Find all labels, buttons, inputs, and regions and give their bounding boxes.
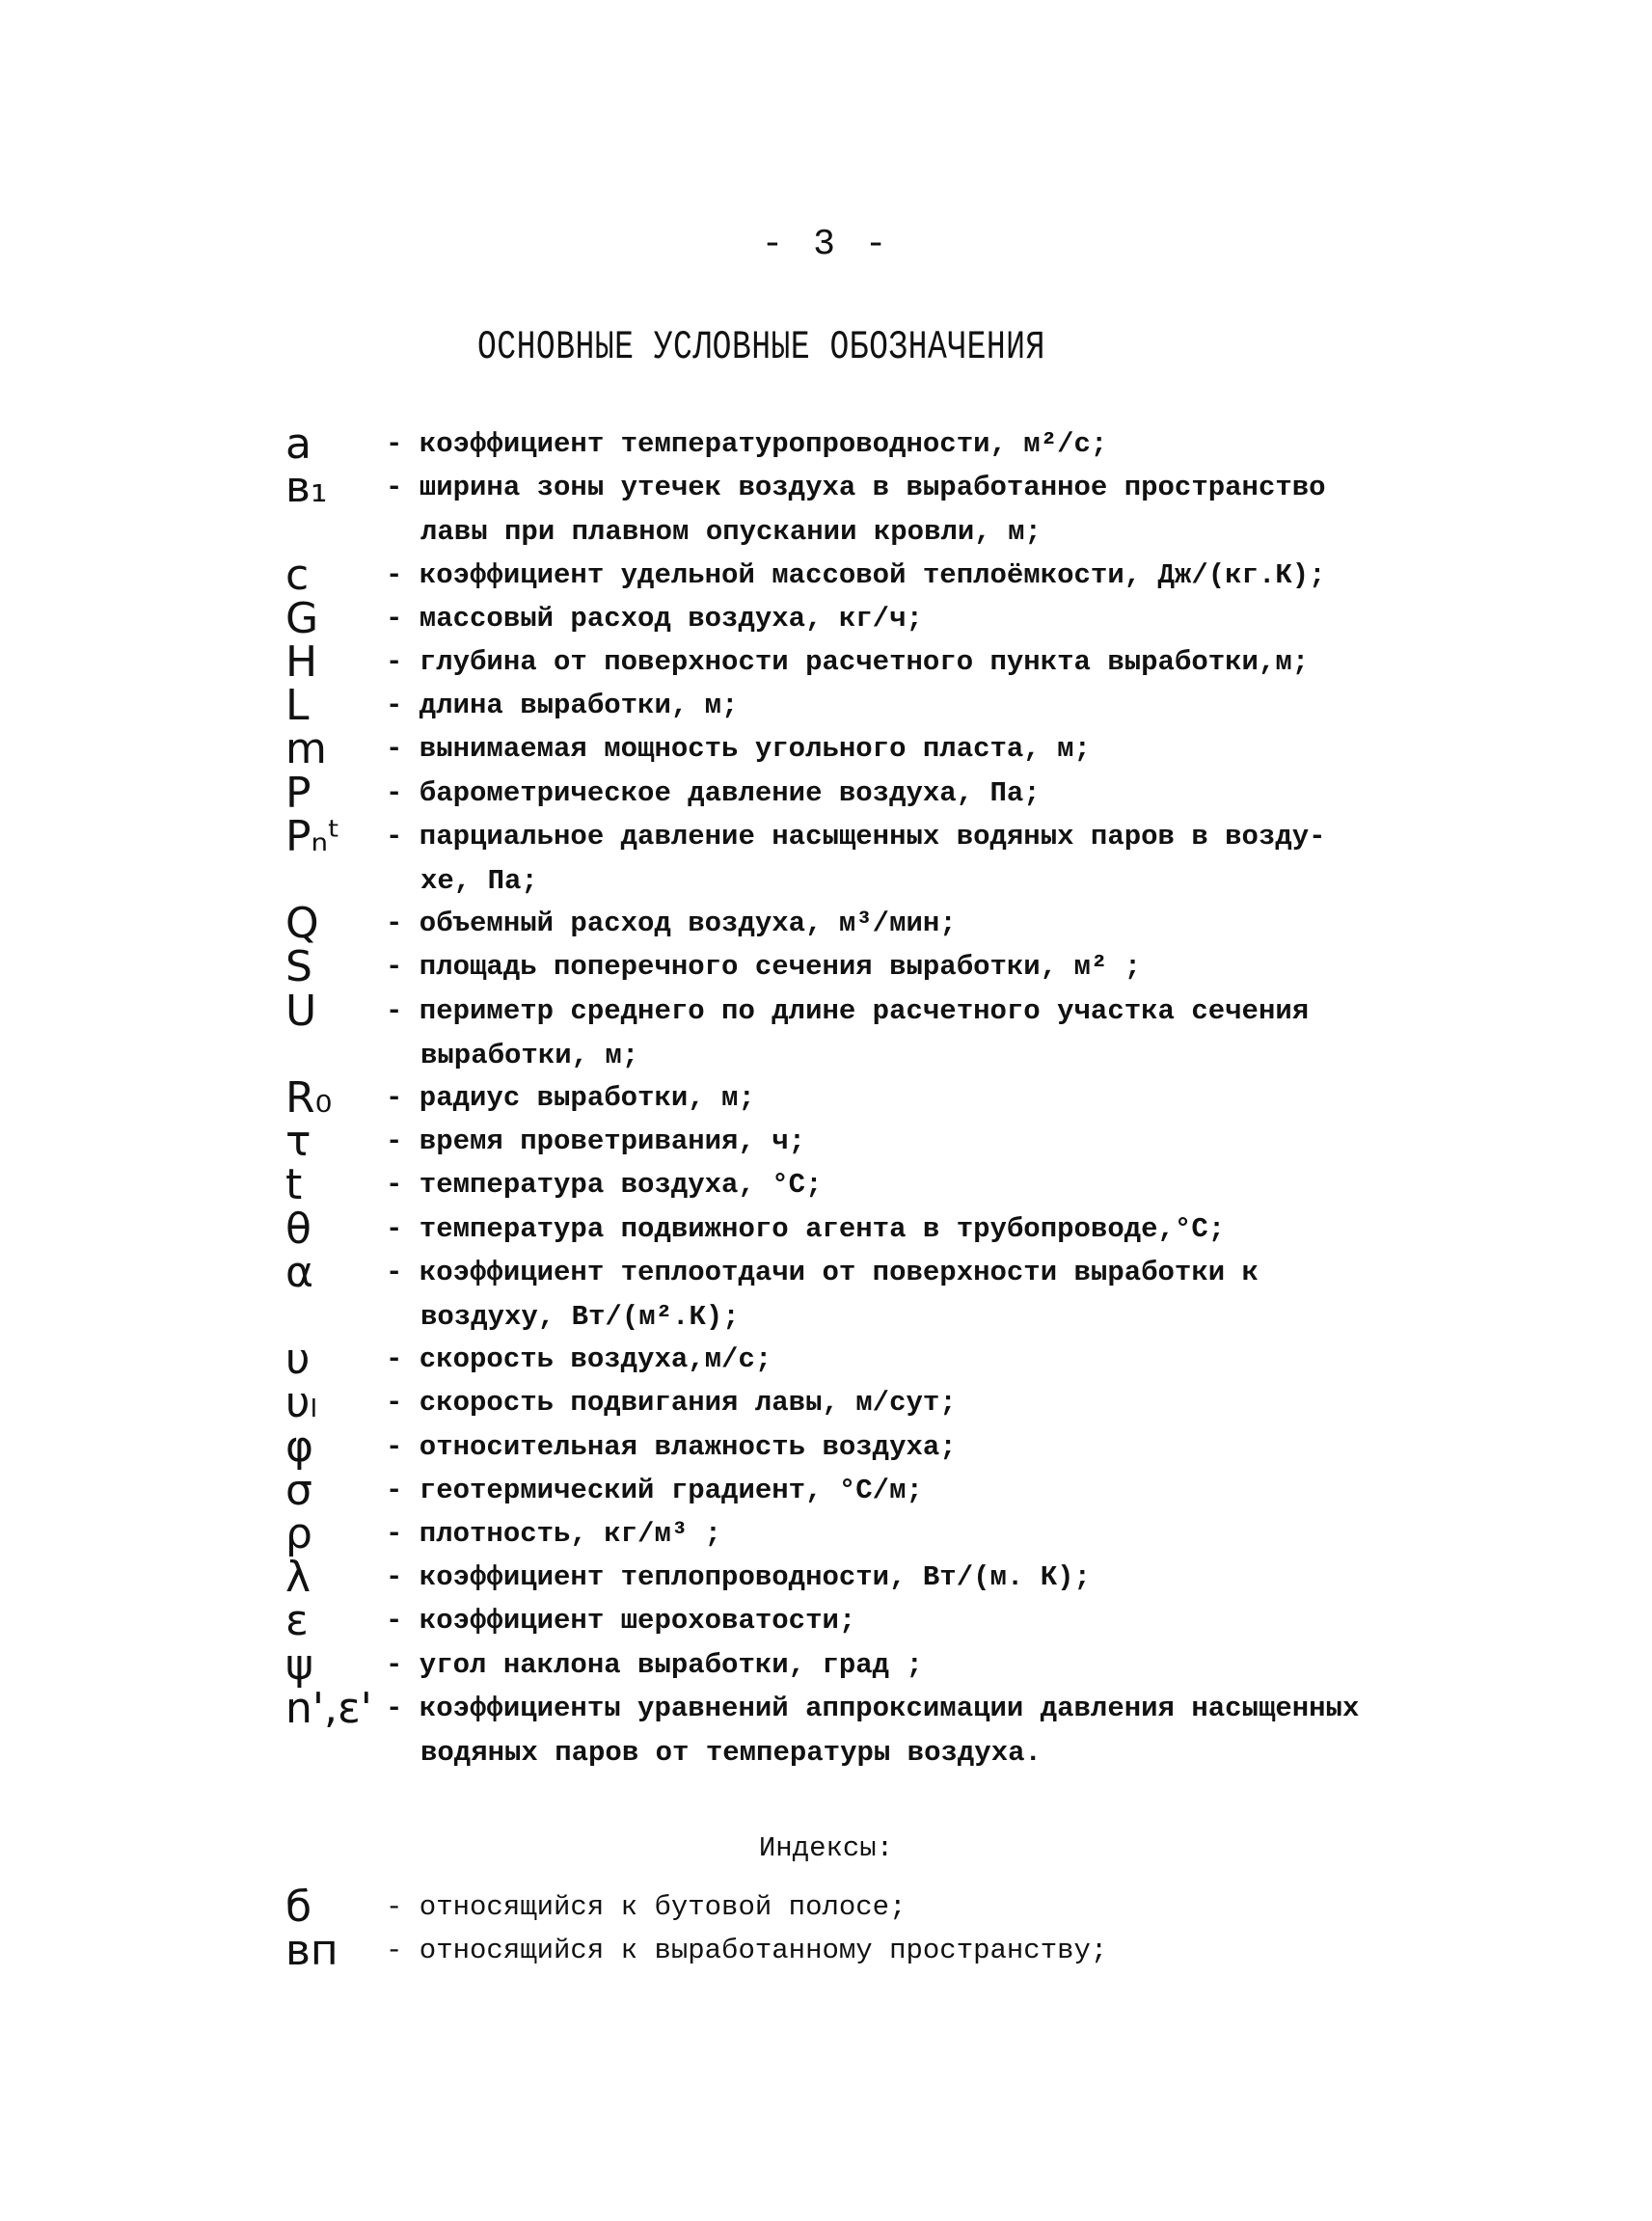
page-title: ОСНОВНЫЕ УСЛОВНЫЕ ОБОЗНАЧЕНИЯ <box>477 325 1045 370</box>
symbol: λ <box>285 1553 311 1603</box>
symbol: вп <box>285 1926 339 1975</box>
symbol: R₀ <box>285 1073 333 1123</box>
symbol: в₁ <box>285 463 328 513</box>
definition-line: - массовый расход воздуха, кг/ч; <box>386 602 923 635</box>
symbol: S <box>285 942 312 992</box>
symbol: φ <box>285 1422 314 1472</box>
symbol: ρ <box>285 1509 312 1558</box>
definition-line: - периметр среднего по длине расчетного участка сечения <box>386 994 1310 1027</box>
definition <box>386 1929 1476 1973</box>
definition-line: - глубина от поверхности расчетного пункта выработки,м; <box>386 646 1310 678</box>
definition-line: - угол наклона выработки, град ; <box>386 1648 923 1681</box>
symbol: τ <box>285 1117 311 1167</box>
definition-line: - относящийся к бутовой полосе; <box>386 1891 907 1923</box>
definition-continuation: воздуху, Вт/(м².К); <box>420 1300 740 1333</box>
definition-line: - парциальное давление насыщенных водяных паров в возду- <box>386 820 1326 853</box>
definition-line: - коэффициент теплопроводности, Вт/(м. К); <box>386 1561 1091 1594</box>
symbol: G <box>285 593 319 643</box>
symbol: σ <box>285 1465 312 1515</box>
symbol: ε <box>285 1596 309 1646</box>
definition-continuation: хе, Па; <box>420 864 538 897</box>
definition-line: - коэффициенты уравнений аппроксимации давления насыщенных <box>386 1692 1360 1724</box>
symbol: α <box>285 1247 314 1297</box>
definition-line: - скорость подвигания лавы, м/сут; <box>386 1387 957 1420</box>
symbol: υₗ <box>285 1378 317 1428</box>
symbol: L <box>285 681 310 731</box>
symbol: ψ <box>285 1639 314 1690</box>
symbol: U <box>285 986 317 1036</box>
page-number: - 3 - <box>761 224 891 265</box>
definition-line: - длина выработки, м; <box>386 690 739 722</box>
definition-line: - относительная влажность воздуха; <box>386 1430 957 1463</box>
symbol: c <box>285 550 310 600</box>
definition-line: - плотность, кг/м³ ; <box>386 1518 722 1550</box>
symbol: t <box>285 1160 303 1210</box>
definition <box>386 1885 1476 1930</box>
symbol: Pₙᵗ <box>285 811 341 861</box>
symbol: a <box>285 420 311 469</box>
definition-line: - коэффициент температуропроводности, м²/с; <box>386 428 1108 460</box>
definition-line: - коэффициент удельной массовой теплоёмкости, Дж/(кг.К); <box>386 558 1326 591</box>
definition-line: - коэффициент теплоотдачи от поверхности выработки к <box>386 1256 1259 1288</box>
definition-line: - геотермический градиент, °С/м; <box>386 1474 923 1506</box>
symbol: n',ε' <box>285 1683 372 1733</box>
definition-line: - время проветривания, ч; <box>386 1125 806 1158</box>
symbol: Q <box>285 899 319 949</box>
symbol: υ <box>285 1335 311 1385</box>
symbol: m <box>285 724 327 774</box>
definition-line: - температура воздуха, °С; <box>386 1169 823 1202</box>
definition-line: - относящийся к выработанному пространству; <box>386 1935 1108 1966</box>
definition-line: - температура подвижного агента в трубопроводе,°С; <box>386 1212 1226 1245</box>
definition-line: - радиус выработки, м; <box>386 1082 755 1114</box>
symbol: H <box>285 637 318 687</box>
indices-heading: Индексы: <box>758 1832 894 1864</box>
index-row <box>0 1882 1652 1932</box>
definition-line: - барометрическое давление воздуха, Па; <box>386 776 1041 809</box>
definition-continuation: водяных паров от температуры воздуха. <box>420 1736 1042 1769</box>
definition-continuation: лавы при плавном опускании кровли, м; <box>420 516 1042 549</box>
symbol: P <box>285 768 311 818</box>
definition-line: - скорость воздуха,м/с; <box>386 1343 772 1376</box>
definition-line: - объемный расход воздуха, м³/мин; <box>386 907 957 940</box>
definition-line: - площадь поперечного сечения выработки, м² ; <box>386 951 1142 984</box>
symbol: б <box>285 1882 312 1932</box>
definition-line: - вынимаемая мощность угольного пласта, м; <box>386 733 1091 766</box>
symbol: θ <box>285 1204 311 1254</box>
definition-line: - ширина зоны утечек воздуха в выработанное пространство <box>386 472 1326 504</box>
index-row <box>0 1926 1652 1975</box>
definition-continuation: выработки, м; <box>420 1039 639 1071</box>
definition-line: - коэффициент шероховатости; <box>386 1605 856 1638</box>
